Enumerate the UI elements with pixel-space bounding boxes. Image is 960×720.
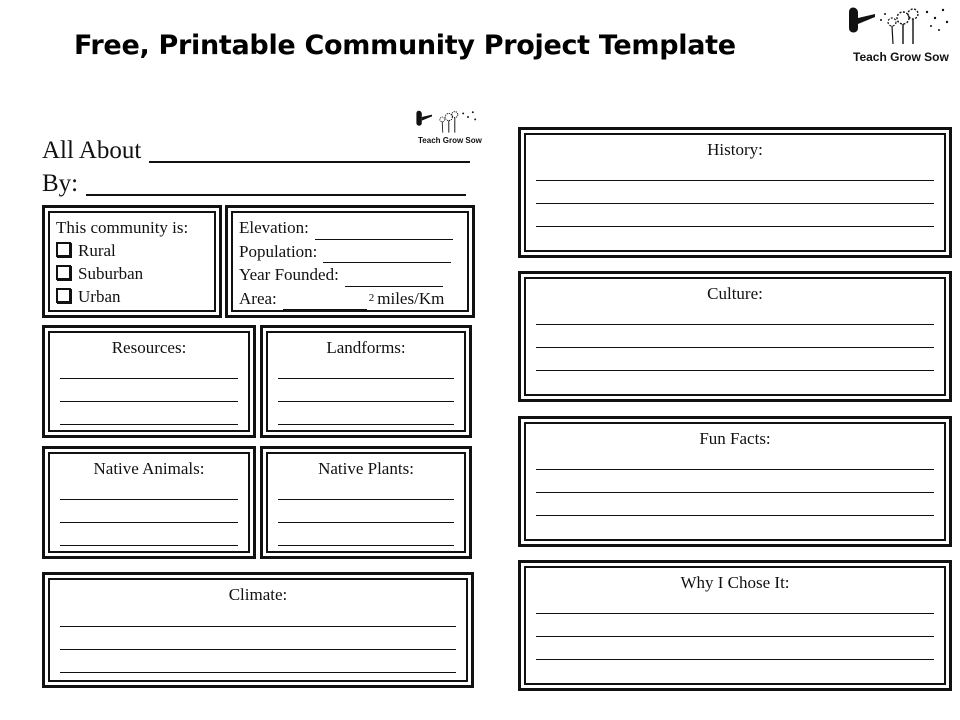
community-stats-box [225,205,475,318]
all-about-blank[interactable] [149,139,470,163]
teach-grow-sow-logo [845,4,955,66]
native-plants-box [260,446,472,559]
climate-heading: Climate: [228,585,288,604]
why-i-chose-it-heading: Why I Chose It: [680,573,790,592]
logo-text: Teach Grow Sow [853,50,949,64]
history-heading: History: [707,140,763,159]
native-plants-heading: Native Plants: [318,459,414,478]
community-type-box [42,205,222,318]
why-i-chose-it-box [518,560,952,691]
native-animals-heading: Native Animals: [93,459,205,478]
landforms-box [260,325,472,438]
option-suburban[interactable]: Suburban [56,262,188,285]
year-founded-blank[interactable] [345,271,443,287]
fun-facts-box [518,416,952,547]
resources-heading: Resources: [111,338,187,357]
option-urban[interactable]: Urban [56,285,188,308]
population-blank[interactable] [323,247,451,263]
option-rural[interactable]: Rural [56,239,188,262]
checkbox-icon[interactable] [56,242,71,257]
landforms-heading: Landforms: [326,338,406,357]
resources-box [42,325,256,438]
area-blank[interactable] [283,294,367,310]
logo-text: Teach Grow Sow [418,136,482,145]
fun-facts-heading: Fun Facts: [699,429,771,448]
checkbox-icon[interactable] [56,288,71,303]
by-label: By: [42,170,79,197]
elevation-row[interactable]: Elevation: [239,216,453,240]
watering-can-icon [845,4,955,52]
all-about-label: All About [42,137,142,164]
by-field[interactable] [42,171,466,196]
community-type-heading: This community is: [56,218,189,237]
page-title: Free, Printable Community Project Template [74,30,736,61]
history-box [518,127,952,258]
native-animals-box [42,446,256,559]
population-row[interactable]: Population: [239,240,453,264]
year-founded-row[interactable]: Year Founded: [239,263,453,287]
culture-heading: Culture: [707,284,763,303]
all-about-field[interactable] [42,138,470,163]
elevation-blank[interactable] [315,224,453,240]
culture-box [518,271,952,402]
area-row[interactable]: Area: 2 miles/Km [239,287,453,311]
climate-box [42,572,474,688]
checkbox-icon[interactable] [56,265,71,280]
by-blank[interactable] [86,172,466,196]
watering-can-icon [414,108,480,138]
